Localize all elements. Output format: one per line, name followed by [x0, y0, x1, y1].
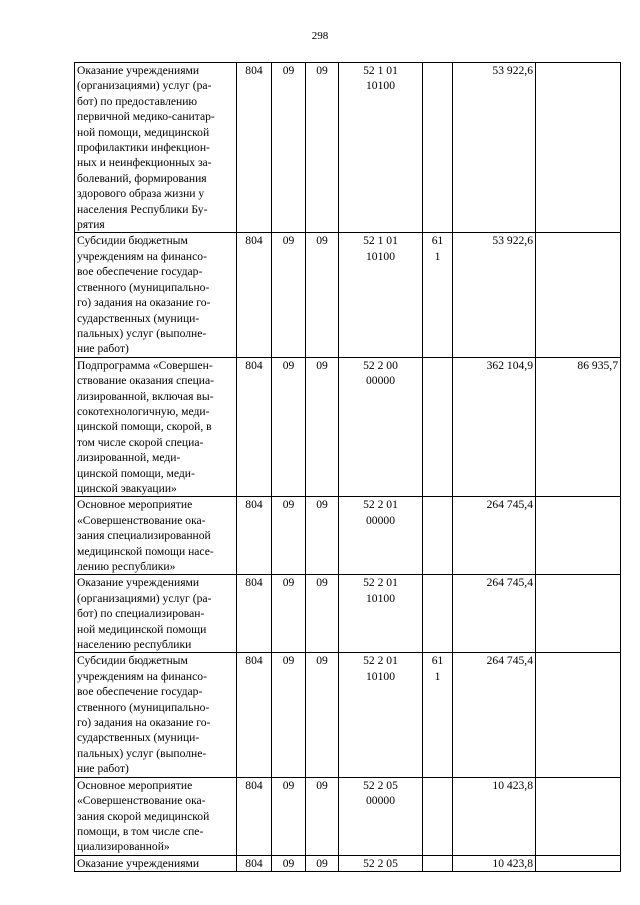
table-row	[75, 233, 621, 357]
amount: 10 423,8	[453, 777, 536, 855]
extra-amount	[536, 63, 621, 233]
row-name: Подпрограмма «Совершен- ствование оказания специа- лизированной, включая вы- сокотехнологичную, меди- цинской помощи, скорой, в том числе скорой специа- лизированной, меди- цинской помощи, меди- цинской эвакуации»	[75, 357, 237, 497]
subsection-code: 09	[306, 855, 339, 871]
amount: 264 745,4	[453, 653, 536, 777]
amount: 53 922,6	[453, 233, 536, 357]
table-row	[75, 63, 621, 233]
subsection-code: 09	[306, 497, 339, 575]
subsection-code: 09	[306, 653, 339, 777]
section-code: 09	[272, 357, 306, 497]
target-article: 52 2 01 10100	[339, 575, 423, 653]
extra-amount	[536, 653, 621, 777]
expense-type	[423, 575, 453, 653]
expense-type	[423, 357, 453, 497]
extra-amount	[536, 233, 621, 357]
section-code: 09	[272, 63, 306, 233]
expense-type	[423, 855, 453, 871]
ministry-code: 804	[237, 497, 272, 575]
table-row	[75, 575, 621, 653]
ministry-code: 804	[237, 357, 272, 497]
amount: 264 745,4	[453, 575, 536, 653]
amount: 10 423,8	[453, 855, 536, 871]
ministry-code: 804	[237, 63, 272, 233]
row-name: Субсидии бюджетным учреждениям на финансо- вое обеспечение государ- ственного (муниципально- го) задания на оказание го- сударственных (муници- пальных) услуг (выполне- ние работ)	[75, 653, 237, 777]
target-article: 52 1 01 10100	[339, 233, 423, 357]
table-body	[75, 63, 621, 872]
ministry-code: 804	[237, 233, 272, 357]
target-article: 52 2 05 00000	[339, 777, 423, 855]
expense-type: 61 1	[423, 233, 453, 357]
subsection-code: 09	[306, 777, 339, 855]
table-row	[75, 653, 621, 777]
row-name: Субсидии бюджетным учреждениям на финансо- вое обеспечение государ- ственного (муниципально- го) задания на оказание го- сударственных (муници- пальных) услуг (выполне- ние работ)	[75, 233, 237, 357]
table-row	[75, 497, 621, 575]
target-article: 52 2 00 00000	[339, 357, 423, 497]
ministry-code: 804	[237, 855, 272, 871]
expense-type	[423, 497, 453, 575]
amount: 362 104,9	[453, 357, 536, 497]
amount: 53 922,6	[453, 63, 536, 233]
subsection-code: 09	[306, 63, 339, 233]
target-article: 52 2 01 10100	[339, 653, 423, 777]
row-name: Основное мероприятие «Совершенствование ока- зания специализированной медицинской помощи насе- лению республики»	[75, 497, 237, 575]
extra-amount	[536, 575, 621, 653]
row-name: Основное мероприятие «Совершенствование ока- зания скорой медицинской помощи, в том числе спе- циализированной»	[75, 777, 237, 855]
extra-amount	[536, 777, 621, 855]
expense-type: 61 1	[423, 653, 453, 777]
section-code: 09	[272, 855, 306, 871]
extra-amount	[536, 497, 621, 575]
ministry-code: 804	[237, 575, 272, 653]
section-code: 09	[272, 653, 306, 777]
table-row	[75, 357, 621, 497]
subsection-code: 09	[306, 233, 339, 357]
target-article: 52 2 05	[339, 855, 423, 871]
expense-type	[423, 63, 453, 233]
section-code: 09	[272, 777, 306, 855]
ministry-code: 804	[237, 777, 272, 855]
table-row	[75, 777, 621, 855]
row-name: Оказание учреждениями	[75, 855, 237, 871]
section-code: 09	[272, 575, 306, 653]
page-number: 298	[311, 30, 329, 42]
subsection-code: 09	[306, 357, 339, 497]
target-article: 52 1 01 10100	[339, 63, 423, 233]
section-code: 09	[272, 497, 306, 575]
extra-amount: 86 935,7	[536, 357, 621, 497]
target-article: 52 2 01 00000	[339, 497, 423, 575]
subsection-code: 09	[306, 575, 339, 653]
section-code: 09	[272, 233, 306, 357]
amount: 264 745,4	[453, 497, 536, 575]
row-name: Оказание учреждениями (организациями) услуг (ра- бот) по предоставлению первичной медико-санитар- ной помощи, медицинской профилактики инфекцион- ных и неинфекционных за- болеваний, формирования здорового образа жизни у населения Республики Бу- рятия	[75, 63, 237, 233]
expense-type	[423, 777, 453, 855]
extra-amount	[536, 855, 621, 871]
ministry-code: 804	[237, 653, 272, 777]
row-name: Оказание учреждениями (организациями) услуг (ра- бот) по специализирован- ной медицинской помощи населению республики	[75, 575, 237, 653]
budget-table	[74, 62, 621, 872]
table-row	[75, 855, 621, 871]
